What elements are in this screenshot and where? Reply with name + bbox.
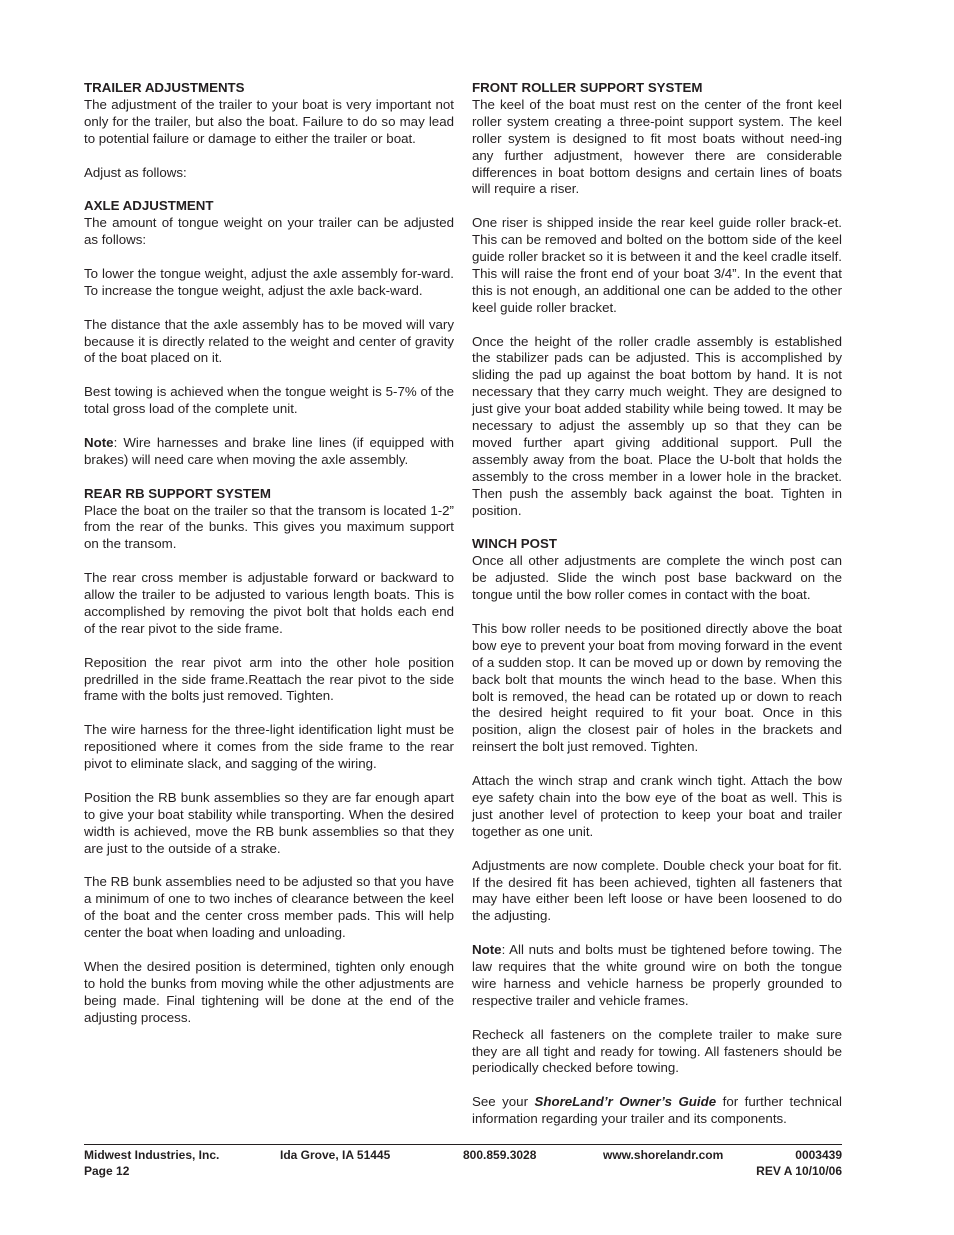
trailer-adjustments-paragraph: The adjustment of the trailer to your boat is very important not only for the trailer, but also the boat. Failure to do so may lead to potential failure or damage to either the trailer or boat. [84,96,454,146]
axle-note [84,435,454,469]
winch-note [472,942,842,1010]
footer-revision: REV A 10/10/06 [756,1164,842,1178]
footer-city: Ida Grove, IA 51445 [280,1148,391,1162]
front-roller-support-heading: FRONT ROLLER SUPPORT SYSTEM [472,80,703,95]
adjust-as-follows-text: Adjust as follows: [84,164,187,180]
front-paragraph-1: The keel of the boat must rest on the center of the front keel roller system creating a three-point support system. The keel roller system is designed to fit most boats without need-ing any further adjustment, however there are considerable differences in boat bottom designs and certain lines of boats will require a riser. [472,96,842,197]
guide-prefix: See your [472,1094,535,1110]
axle-paragraph-4: Best towing is achieved when the tongue weight is 5-7% of the total gross load of the complete unit. [84,384,454,417]
footer-phone: 800.859.3028 [463,1148,537,1162]
footer-divider [84,1144,842,1145]
front-paragraph-2: One riser is shipped inside the rear keel guide roller brack-et. This can be removed and bolted on the bottom side of the keel guide roller bracket so it is between it and the keel cradle itself. This will raise the front end of your boat 3/4”. In the event that this is not enough, an additional one can be added to the other keel guide roller bracket. [472,215,842,315]
right-column [472,80,842,1128]
rear-paragraph-2: The rear cross member is adjustable forward or backward to allow the trailer to be adjusted to various length boats. This is accomplished by removing the pivot bolt that holds each end of the rear pivot to the side frame. [84,570,454,636]
winch-note-text: : All nuts and bolts must be tightened before towing. The law requires that the white ground wire on both the tongue wire harness and vehicle harness be properly grounded to respective trailer and vehicle frames. [472,942,842,1008]
owners-guide-paragraph [472,1094,842,1128]
owners-guide-title: ShoreLand’r Owner’s Guide [534,1094,717,1110]
guide-suffix: for further technical information regarding your trailer and its components. [472,1094,843,1127]
winch-paragraph-1: Once all other adjustments are complete the winch post can be adjusted. Slide the winch post base backward on the tongue until the bow roller comes in contact with the boat. [472,553,842,603]
trailer-adjustments-heading: TRAILER ADJUSTMENTS [84,80,245,95]
winch-paragraph-3: Attach the winch strap and crank winch tight. Attach the bow eye safety chain into the bow eye of the boat as well. This is just another level of protection to keep your boat and trailer together as one unit. [472,773,842,839]
footer-company: Midwest Industries, Inc. [84,1148,220,1162]
rear-paragraph-4: The wire harness for the three-light identification light must be repositioned where it comes from the side frame to the rear pivot to eliminate slack, and sagging of the wiring. [84,722,454,772]
axle-note-label: Note [84,434,114,450]
winch-paragraph-4: Adjustments are now complete. Double check your boat for fit. If the desired fit has been achieved, tighten all fasteners that may have either been left loose or have been loosened to do the adjusting. [472,857,842,924]
winch-note-label: Note [472,942,502,958]
rear-paragraph-1: Place the boat on the trailer so that the transom is located 1-2” from the rear of the bunks. This gives you maximum support on the transom. [84,502,454,552]
rear-paragraph-6: The RB bunk assemblies need to be adjusted so that you have a minimum of one to two inches of clearance between the keel of the boat and the center cross member pads. This will help center the boat when loading and unloading. [84,874,454,941]
winch-paragraph-2: This bow roller needs to be positioned directly above the boat bow eye to prevent your boat from moving forward in the event of a sudden stop. It can be moved up or down by removing the back bolt that mounts the winch head to the base. When this bolt is removed, the head can be rotated up or down to reach the desired height required to fit your boat. Once in this position, align the closest pair of holes in the brackets and reinsert the bolt just removed. Tighten. [472,620,842,755]
rear-paragraph-5: Position the RB bunk assemblies so they are far enough apart to give your boat stability while transporting. When the desired width is achieved, move the RB bunk assemblies so that they are just to the outside of a strake. [84,789,454,856]
rear-rb-support-heading: REAR RB SUPPORT SYSTEM [84,485,271,501]
axle-paragraph-3: The distance that the axle assembly has to be moved will vary because it is directly related to the weight and center of gravity of the boat placed on it. [84,316,454,366]
footer-doc-number: 0003439 [795,1148,842,1162]
footer-website: www.shorelandr.com [603,1148,724,1162]
winch-post-heading: WINCH POST [472,536,557,552]
footer-page-number: Page 12 [84,1164,130,1178]
left-column [84,80,454,1027]
rear-paragraph-3: Reposition the rear pivot arm into the other hole position predrilled in the side frame.Reattach the rear pivot to the side frame with the bolts just removed. Tighten. [84,654,454,704]
axle-paragraph-2: To lower the tongue weight, adjust the axle assembly for-ward. To increase the tongue weight, adjust the axle back-ward. [84,265,454,298]
rear-paragraph-7: When the desired position is determined, tighten only enough to hold the bunks from moving while the other adjustments are being made. Final tightening will be done at the end of the adjusting process. [84,958,454,1025]
front-paragraph-3: Once the height of the roller cradle assembly is established the stabilizer pads can be adjusted. This is accomplished by sliding the pad up against the boat bottom by hand. It is not necessary that they carry much weight. They are designed to just give your boat added stability while being towed. It may be necessary to adjust the assembly up so that they can be moved further apart giving additional support. Pull the assembly away from the boat. Place the U-bolt that holds the assembly to the cross member in a lower hole in the bracket. Then push the assembly back against the boat. Tighten in position. [472,333,842,518]
axle-paragraph-1: The amount of tongue weight on your trailer can be adjusted as follows: [84,215,454,248]
winch-paragraph-6: Recheck all fasteners on the complete trailer to make sure they are all tight and ready for towing. All fasteners should be periodically checked before towing. [472,1026,842,1076]
axle-note-text: : Wire harnesses and brake line lines (if equipped with brakes) will need care when moving the axle assembly. [84,434,454,467]
axle-adjustment-heading: AXLE ADJUSTMENT [84,198,214,214]
